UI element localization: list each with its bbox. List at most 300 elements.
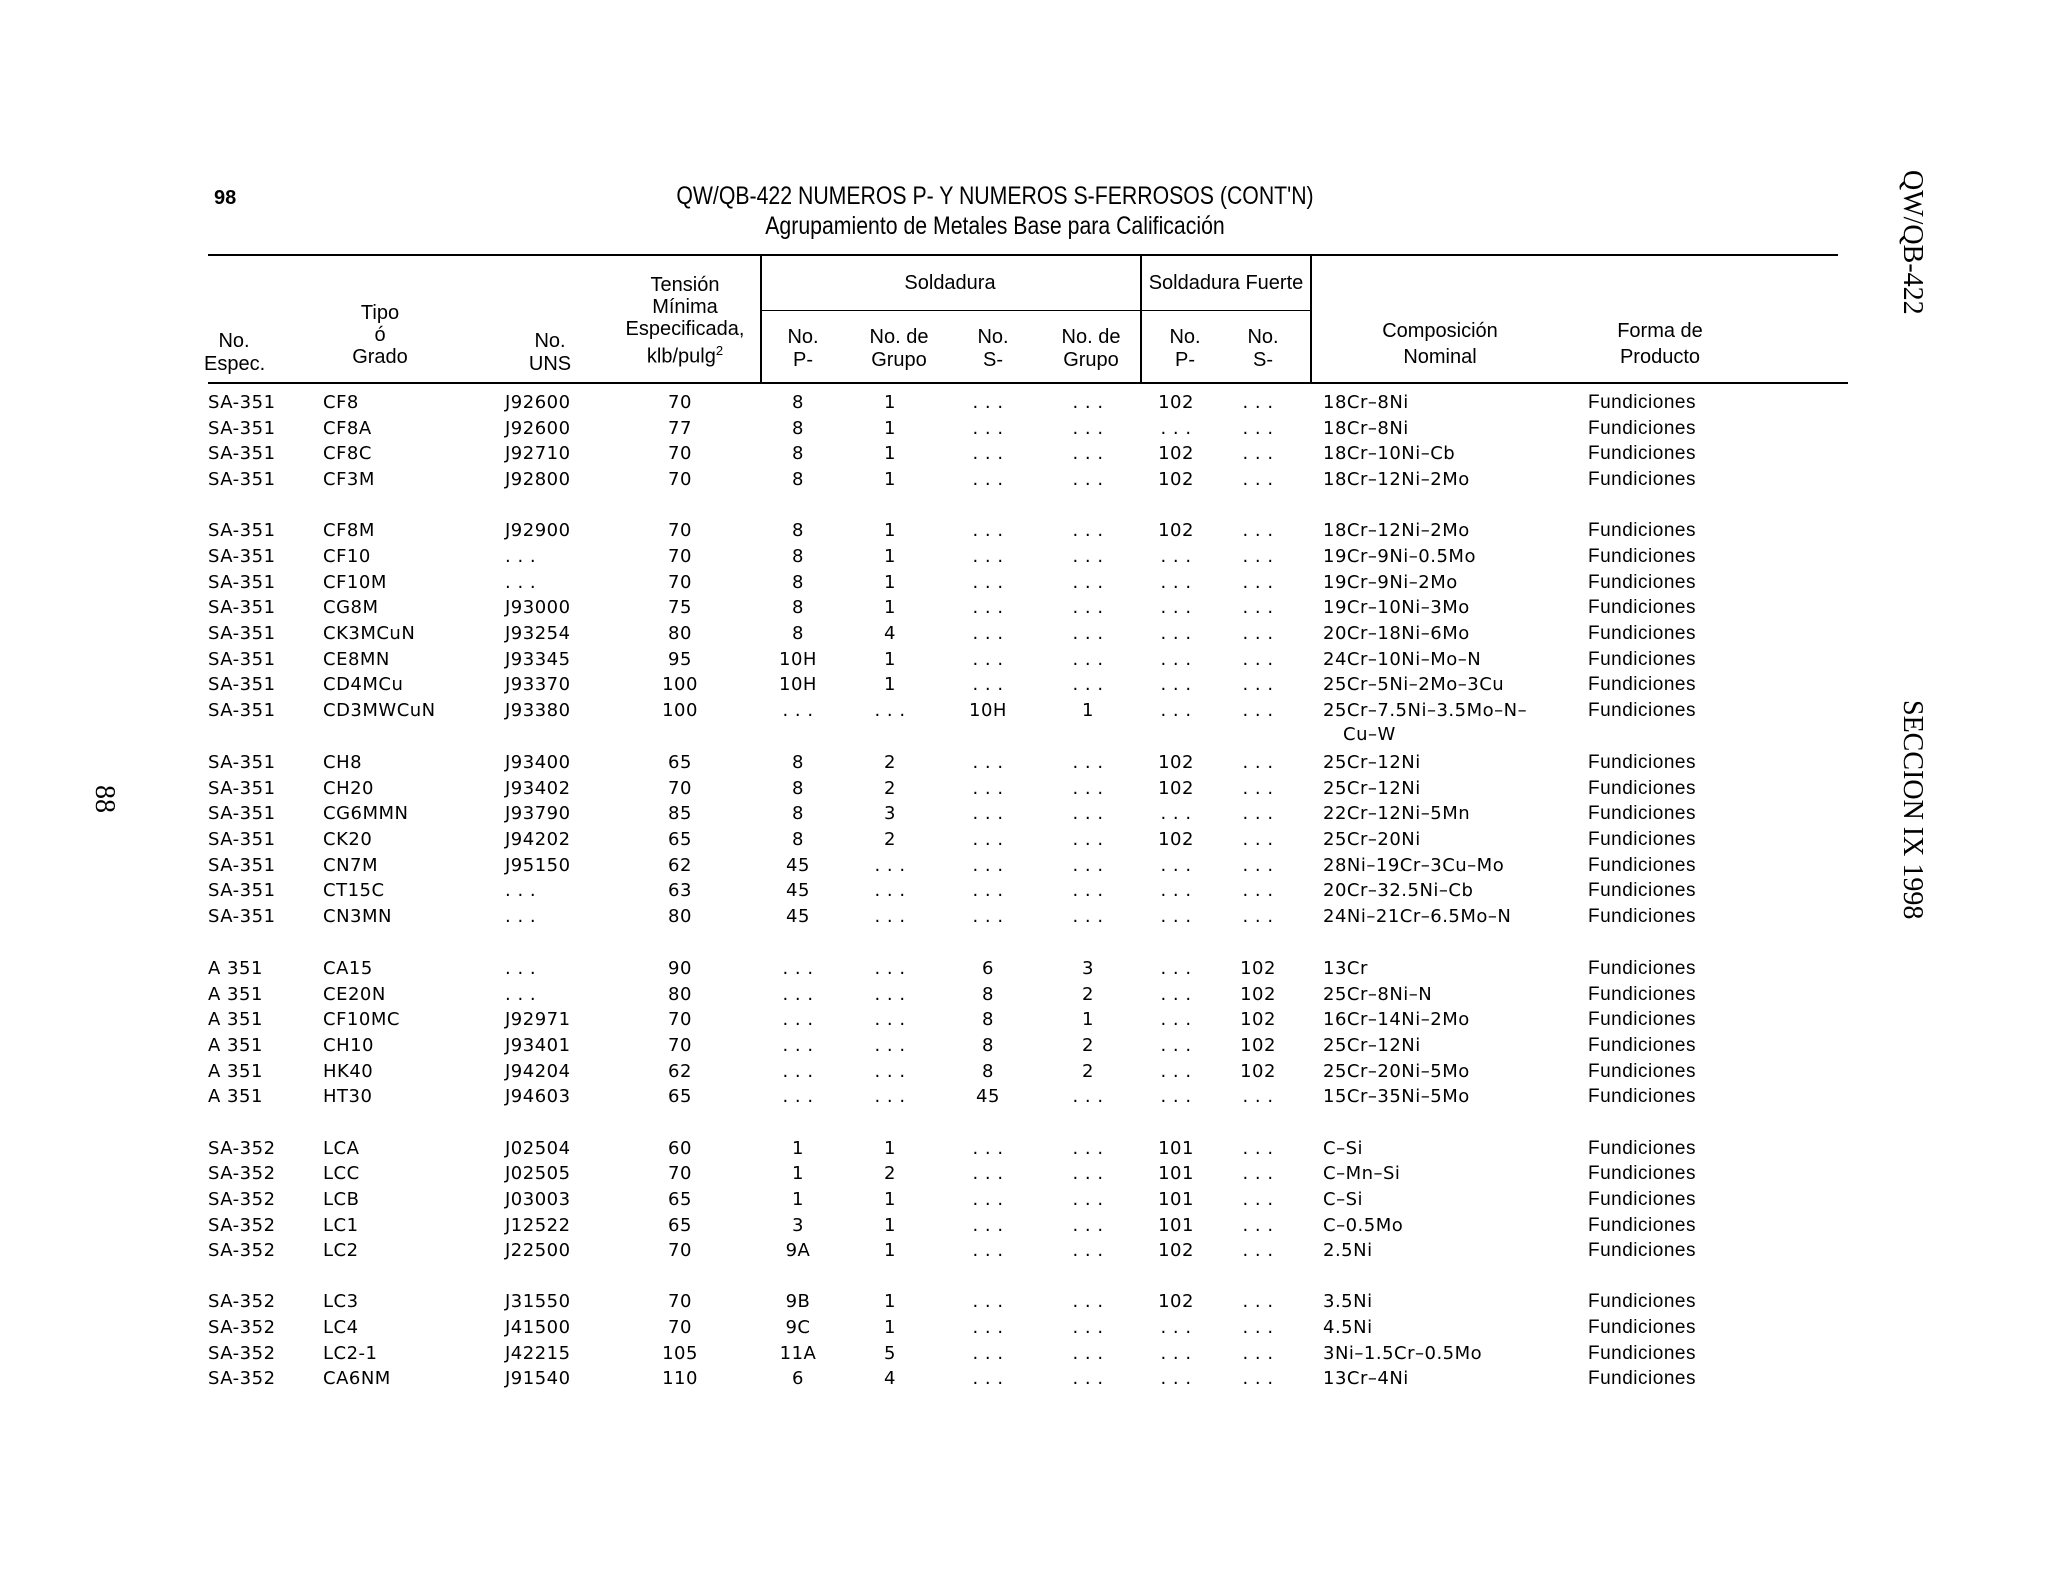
- s-group-cell: . . .: [1072, 829, 1104, 850]
- spec-cell: SA-352: [208, 1240, 276, 1261]
- grade-cell: CH8: [323, 752, 363, 773]
- tensile-cell: 62: [668, 1061, 692, 1082]
- grade-cell: LCC: [323, 1163, 360, 1184]
- composition-cell: 25Cr–7.5Ni–3.5Mo–N–: [1323, 700, 1528, 721]
- brazing-p-cell: . . .: [1160, 958, 1192, 979]
- brazing-p-cell: 101: [1158, 1138, 1194, 1159]
- brazing-s-cell: . . .: [1242, 674, 1274, 695]
- p-group-cell: 1: [884, 1240, 896, 1261]
- brazing-s-cell: . . .: [1242, 1215, 1274, 1236]
- s-group-cell: . . .: [1072, 803, 1104, 824]
- column-divider: [1310, 256, 1312, 382]
- uns-cell: J92600: [505, 418, 571, 439]
- tensile-cell: 70: [668, 1009, 692, 1030]
- spec-cell: SA-351: [208, 597, 276, 618]
- uns-cell: . . .: [505, 880, 537, 901]
- uns-cell: J02505: [505, 1163, 571, 1184]
- uns-cell: J95150: [505, 855, 571, 876]
- brazing-s-cell: . . .: [1242, 1317, 1274, 1338]
- composition-cell: 24Ni–21Cr–6.5Mo–N: [1323, 906, 1512, 927]
- s-number-cell: . . .: [972, 1240, 1004, 1261]
- tensile-cell: 75: [668, 597, 692, 618]
- p-group-cell: 1: [884, 674, 896, 695]
- s-number-cell: . . .: [972, 906, 1004, 927]
- s-number-cell: 8: [982, 1035, 994, 1056]
- p-group-cell: 1: [884, 392, 896, 413]
- s-number-cell: . . .: [972, 572, 1004, 593]
- brazing-s-cell: . . .: [1242, 520, 1274, 541]
- s-number-cell: . . .: [972, 880, 1004, 901]
- composition-cell: 28Ni–19Cr–3Cu–Mo: [1323, 855, 1505, 876]
- brazing-s-cell: . . .: [1242, 1163, 1274, 1184]
- p-number-cell: 8: [792, 803, 804, 824]
- s-number-cell: . . .: [972, 829, 1004, 850]
- grade-cell: HK40: [323, 1061, 374, 1082]
- brazing-p-cell: . . .: [1160, 597, 1192, 618]
- grade-cell: CF10MC: [323, 1009, 400, 1030]
- product-form-cell: Fundiciones: [1588, 1215, 1696, 1236]
- uns-cell: J93401: [505, 1035, 571, 1056]
- tensile-cell: 80: [668, 984, 692, 1005]
- brazing-p-cell: . . .: [1160, 1317, 1192, 1338]
- table-row: [0, 649, 2048, 673]
- uns-cell: . . .: [505, 906, 537, 927]
- p-number-cell: 8: [792, 418, 804, 439]
- s-group-cell: . . .: [1072, 1317, 1104, 1338]
- p-number-cell: 8: [792, 752, 804, 773]
- page-title: QW/QB-422 NUMEROS P- Y NUMEROS S-FERROSOS (CONT'N): [676, 182, 1314, 210]
- product-form-cell: Fundiciones: [1588, 1291, 1696, 1312]
- spec-cell: SA-351: [208, 418, 276, 439]
- s-group-cell: . . .: [1072, 1215, 1104, 1236]
- tensile-cell: 77: [668, 418, 692, 439]
- p-number-cell: 1: [792, 1163, 804, 1184]
- spec-cell: SA-351: [208, 520, 276, 541]
- product-form-cell: Fundiciones: [1588, 520, 1696, 541]
- product-form-cell: Fundiciones: [1588, 984, 1696, 1005]
- table-row: [0, 546, 2048, 570]
- product-form-cell: Fundiciones: [1588, 674, 1696, 695]
- s-group-cell: . . .: [1072, 1163, 1104, 1184]
- product-form-cell: Fundiciones: [1588, 880, 1696, 901]
- composition-cell: 4.5Ni: [1323, 1317, 1373, 1338]
- s-group-cell: . . .: [1072, 623, 1104, 644]
- product-form-cell: Fundiciones: [1588, 1009, 1696, 1030]
- uns-cell: J94603: [505, 1086, 571, 1107]
- s-number-cell: . . .: [972, 778, 1004, 799]
- p-number-cell: 10H: [779, 649, 817, 670]
- brazing-p-cell: 101: [1158, 1189, 1194, 1210]
- brazing-p-cell: . . .: [1160, 906, 1192, 927]
- s-group-cell: 2: [1082, 1061, 1094, 1082]
- spec-cell: SA-352: [208, 1368, 276, 1389]
- brazing-p-cell: . . .: [1160, 700, 1192, 721]
- p-number-cell: 1: [792, 1189, 804, 1210]
- s-number-cell: . . .: [972, 597, 1004, 618]
- spec-cell: SA-351: [208, 546, 276, 567]
- brazing-p-cell: 101: [1158, 1215, 1194, 1236]
- p-number-cell: 8: [792, 469, 804, 490]
- s-number-cell: . . .: [972, 546, 1004, 567]
- spec-cell: A 351: [208, 1009, 263, 1030]
- brazing-p-cell: . . .: [1160, 418, 1192, 439]
- brazing-p-cell: 102: [1158, 829, 1194, 850]
- spec-cell: SA-351: [208, 700, 276, 721]
- s-number-cell: . . .: [972, 1163, 1004, 1184]
- product-form-cell: Fundiciones: [1588, 1061, 1696, 1082]
- brazing-p-cell: 101: [1158, 1163, 1194, 1184]
- product-form-cell: Fundiciones: [1588, 649, 1696, 670]
- tensile-cell: 70: [668, 392, 692, 413]
- tensile-cell: 85: [668, 803, 692, 824]
- table-row: [0, 1009, 2048, 1033]
- brazing-s-cell: . . .: [1242, 829, 1274, 850]
- composition-cell: 25Cr–5Ni–2Mo–3Cu: [1323, 674, 1505, 695]
- page-subtitle: Agrupamiento de Metales Base para Calificación: [765, 212, 1225, 240]
- table-row: [0, 674, 2048, 698]
- p-number-cell: 8: [792, 546, 804, 567]
- grade-cell: LCB: [323, 1189, 360, 1210]
- p-number-cell: 45: [786, 880, 810, 901]
- p-group-cell: . . .: [874, 906, 906, 927]
- uns-cell: J12522: [505, 1215, 571, 1236]
- p-group-cell: . . .: [874, 1086, 906, 1107]
- table-row: [0, 469, 2048, 493]
- s-group-cell: . . .: [1072, 1138, 1104, 1159]
- spec-cell: SA-352: [208, 1138, 276, 1159]
- grade-cell: CE8MN: [323, 649, 390, 670]
- p-number-cell: 45: [786, 855, 810, 876]
- table-row: [0, 1163, 2048, 1187]
- grade-cell: LCA: [323, 1138, 360, 1159]
- s-number-cell: . . .: [972, 443, 1004, 464]
- grade-cell: CG8M: [323, 597, 379, 618]
- brazing-s-cell: . . .: [1242, 1343, 1274, 1364]
- composition-cell: 3Ni–1.5Cr–0.5Mo: [1323, 1343, 1483, 1364]
- s-group-cell: 3: [1082, 958, 1094, 979]
- product-form-cell: Fundiciones: [1588, 829, 1696, 850]
- s-group-cell: 1: [1082, 700, 1094, 721]
- grade-cell: CD4MCu: [323, 674, 404, 695]
- composition-cell-continuation: Cu–W: [1343, 724, 1396, 745]
- p-group-cell: 1: [884, 1138, 896, 1159]
- brazing-p-cell: 102: [1158, 469, 1194, 490]
- composition-cell: 3.5Ni: [1323, 1291, 1373, 1312]
- col-group-soldadura: Soldadura: [904, 272, 996, 294]
- uns-cell: J92600: [505, 392, 571, 413]
- tensile-cell: 70: [668, 1317, 692, 1338]
- p-group-cell: 4: [884, 623, 896, 644]
- s-group-cell: . . .: [1072, 1086, 1104, 1107]
- s-group-cell: . . .: [1072, 1240, 1104, 1261]
- page-number: 98: [214, 187, 237, 209]
- product-form-cell: Fundiciones: [1588, 906, 1696, 927]
- brazing-s-cell: 102: [1240, 1061, 1276, 1082]
- grade-cell: LC3: [323, 1291, 359, 1312]
- product-form-cell: Fundiciones: [1588, 469, 1696, 490]
- uns-cell: J93790: [505, 803, 571, 824]
- grade-cell: CF10: [323, 546, 371, 567]
- s-number-cell: . . .: [972, 1189, 1004, 1210]
- s-group-cell: . . .: [1072, 392, 1104, 413]
- p-group-cell: 1: [884, 1291, 896, 1312]
- brazing-p-cell: . . .: [1160, 1343, 1192, 1364]
- table-row: [0, 520, 2048, 544]
- spec-cell: SA-351: [208, 880, 276, 901]
- uns-cell: J93000: [505, 597, 571, 618]
- table-row: [0, 803, 2048, 827]
- table-top-rule: [208, 254, 1838, 256]
- table-row: [0, 880, 2048, 904]
- brazing-s-cell: 102: [1240, 1009, 1276, 1030]
- s-number-cell: 8: [982, 1009, 994, 1030]
- col-header-spec: No. Espec.: [204, 330, 266, 375]
- header-bottom-rule: [208, 382, 1848, 384]
- p-group-cell: . . .: [874, 1009, 906, 1030]
- composition-cell: 16Cr–14Ni–2Mo: [1323, 1009, 1470, 1030]
- table-row: [0, 1086, 2048, 1110]
- tensile-cell: 100: [662, 674, 698, 695]
- tensile-cell: 65: [668, 1215, 692, 1236]
- table-row: [0, 906, 2048, 930]
- brazing-p-cell: . . .: [1160, 1368, 1192, 1389]
- s-number-cell: . . .: [972, 1291, 1004, 1312]
- table-row: [0, 597, 2048, 621]
- col-header-p-group: No. de Grupo: [869, 326, 929, 371]
- uns-cell: . . .: [505, 546, 537, 567]
- tensile-cell: 62: [668, 855, 692, 876]
- spec-cell: A 351: [208, 984, 263, 1005]
- spec-cell: SA-351: [208, 778, 276, 799]
- grade-cell: CG6MMN: [323, 803, 409, 824]
- tensile-cell: 70: [668, 469, 692, 490]
- product-form-cell: Fundiciones: [1588, 623, 1696, 644]
- tensile-cell: 100: [662, 700, 698, 721]
- uns-cell: J91540: [505, 1368, 571, 1389]
- grade-cell: CN3MN: [323, 906, 392, 927]
- s-group-cell: . . .: [1072, 597, 1104, 618]
- s-group-cell: 1: [1082, 1009, 1094, 1030]
- brazing-s-cell: . . .: [1242, 1240, 1274, 1261]
- brazing-p-cell: . . .: [1160, 880, 1192, 901]
- spec-cell: SA-352: [208, 1343, 276, 1364]
- brazing-s-cell: 102: [1240, 958, 1276, 979]
- grade-cell: CK20: [323, 829, 373, 850]
- col-header-composition: Composición Nominal: [1382, 320, 1498, 368]
- tensile-cell: 65: [668, 752, 692, 773]
- s-number-cell: 8: [982, 984, 994, 1005]
- tensile-cell: 95: [668, 649, 692, 670]
- tensile-cell: 70: [668, 1163, 692, 1184]
- product-form-cell: Fundiciones: [1588, 855, 1696, 876]
- s-number-cell: 8: [982, 1061, 994, 1082]
- spec-cell: SA-351: [208, 392, 276, 413]
- table-row: [0, 392, 2048, 416]
- composition-cell: 15Cr–35Ni–5Mo: [1323, 1086, 1470, 1107]
- brazing-p-cell: . . .: [1160, 649, 1192, 670]
- tensile-cell: 65: [668, 1086, 692, 1107]
- composition-cell: 19Cr–9Ni–2Mo: [1323, 572, 1458, 593]
- p-group-cell: . . .: [874, 700, 906, 721]
- composition-cell: C–0.5Mo: [1323, 1215, 1404, 1236]
- grade-cell: CD3MWCuN: [323, 700, 436, 721]
- s-group-cell: . . .: [1072, 418, 1104, 439]
- tensile-cell: 70: [668, 546, 692, 567]
- p-group-cell: 1: [884, 1215, 896, 1236]
- p-group-cell: 5: [884, 1343, 896, 1364]
- grade-cell: CF3M: [323, 469, 375, 490]
- p-number-cell: 8: [792, 520, 804, 541]
- s-number-cell: . . .: [972, 418, 1004, 439]
- brazing-p-cell: 102: [1158, 1291, 1194, 1312]
- grade-cell: CT15C: [323, 880, 385, 901]
- p-number-cell: 3: [792, 1215, 804, 1236]
- composition-cell: C–Mn–Si: [1323, 1163, 1401, 1184]
- table-row: [0, 1035, 2048, 1059]
- grade-cell: CF8: [323, 392, 359, 413]
- composition-cell: C–Si: [1323, 1189, 1363, 1210]
- composition-cell: 20Cr–18Ni–6Mo: [1323, 623, 1470, 644]
- grade-cell: CF10M: [323, 572, 387, 593]
- s-number-cell: . . .: [972, 1368, 1004, 1389]
- p-number-cell: 9A: [785, 1240, 811, 1261]
- table-row: [0, 1189, 2048, 1213]
- s-group-cell: . . .: [1072, 469, 1104, 490]
- brazing-s-cell: . . .: [1242, 803, 1274, 824]
- s-number-cell: 45: [976, 1086, 1000, 1107]
- tensile-cell: 70: [668, 778, 692, 799]
- p-group-cell: 2: [884, 752, 896, 773]
- p-group-cell: 1: [884, 597, 896, 618]
- p-group-cell: 1: [884, 469, 896, 490]
- p-group-cell: 1: [884, 649, 896, 670]
- composition-cell: 20Cr–32.5Ni–Cb: [1323, 880, 1474, 901]
- table-row: [0, 1291, 2048, 1315]
- s-number-cell: . . .: [972, 392, 1004, 413]
- brazing-p-cell: . . .: [1160, 674, 1192, 695]
- brazing-s-cell: . . .: [1242, 1138, 1274, 1159]
- p-group-cell: 4: [884, 1368, 896, 1389]
- p-group-cell: 1: [884, 418, 896, 439]
- spec-cell: SA-351: [208, 469, 276, 490]
- p-number-cell: 45: [786, 906, 810, 927]
- grade-cell: CA15: [323, 958, 373, 979]
- tensile-cell: 70: [668, 1240, 692, 1261]
- uns-cell: J92800: [505, 469, 571, 490]
- s-group-cell: . . .: [1072, 546, 1104, 567]
- composition-cell: 18Cr–10Ni–Cb: [1323, 443, 1456, 464]
- col-header-product-form: Forma de Producto: [1617, 320, 1703, 368]
- product-form-cell: Fundiciones: [1588, 443, 1696, 464]
- product-form-cell: Fundiciones: [1588, 1086, 1696, 1107]
- composition-cell: 25Cr–20Ni–5Mo: [1323, 1061, 1470, 1082]
- spec-cell: SA-352: [208, 1291, 276, 1312]
- uns-cell: J92900: [505, 520, 571, 541]
- s-number-cell: . . .: [972, 649, 1004, 670]
- tensile-cell: 80: [668, 906, 692, 927]
- p-number-cell: . . .: [782, 958, 814, 979]
- group-header-rule: [760, 310, 1312, 311]
- s-number-cell: . . .: [972, 674, 1004, 695]
- product-form-cell: Fundiciones: [1588, 778, 1696, 799]
- grade-cell: CN7M: [323, 855, 379, 876]
- s-group-cell: . . .: [1072, 1291, 1104, 1312]
- s-number-cell: . . .: [972, 1343, 1004, 1364]
- uns-cell: J41500: [505, 1317, 571, 1338]
- brazing-p-cell: 102: [1158, 392, 1194, 413]
- brazing-p-cell: . . .: [1160, 572, 1192, 593]
- spec-cell: SA-352: [208, 1163, 276, 1184]
- p-group-cell: 1: [884, 1189, 896, 1210]
- p-group-cell: . . .: [874, 855, 906, 876]
- uns-cell: J92710: [505, 443, 571, 464]
- col-header-uns: No. UNS: [528, 330, 572, 375]
- composition-cell: 24Cr–10Ni–Mo–N: [1323, 649, 1482, 670]
- side-label-section: QW/QB-422: [1897, 170, 1928, 315]
- brazing-s-cell: . . .: [1242, 906, 1274, 927]
- p-number-cell: 10H: [779, 674, 817, 695]
- spec-cell: SA-351: [208, 803, 276, 824]
- s-number-cell: . . .: [972, 803, 1004, 824]
- tensile-cell: 70: [668, 1035, 692, 1056]
- product-form-cell: Fundiciones: [1588, 1035, 1696, 1056]
- tensile-cell: 70: [668, 572, 692, 593]
- p-number-cell: . . .: [782, 984, 814, 1005]
- table-row: [0, 443, 2048, 467]
- brazing-p-cell: 102: [1158, 752, 1194, 773]
- spec-cell: A 351: [208, 958, 263, 979]
- s-group-cell: . . .: [1072, 1189, 1104, 1210]
- grade-cell: CA6NM: [323, 1368, 391, 1389]
- col-header-tipo: Tipo ó Grado: [352, 302, 408, 368]
- composition-cell: 25Cr–8Ni–N: [1323, 984, 1433, 1005]
- p-number-cell: 9C: [785, 1317, 811, 1338]
- s-group-cell: . . .: [1072, 520, 1104, 541]
- tensile-cell: 80: [668, 623, 692, 644]
- product-form-cell: Fundiciones: [1588, 1343, 1696, 1364]
- brazing-p-cell: 102: [1158, 1240, 1194, 1261]
- product-form-cell: Fundiciones: [1588, 958, 1696, 979]
- composition-cell: 25Cr–12Ni: [1323, 1035, 1421, 1056]
- s-number-cell: . . .: [972, 469, 1004, 490]
- brazing-s-cell: . . .: [1242, 1189, 1274, 1210]
- brazing-s-cell: . . .: [1242, 855, 1274, 876]
- grade-cell: LC1: [323, 1215, 359, 1236]
- spec-cell: SA-351: [208, 752, 276, 773]
- s-number-cell: . . .: [972, 752, 1004, 773]
- grade-cell: CK3MCuN: [323, 623, 416, 644]
- grade-cell: CF8A: [323, 418, 372, 439]
- s-number-cell: . . .: [972, 855, 1004, 876]
- brazing-s-cell: . . .: [1242, 572, 1274, 593]
- p-group-cell: 1: [884, 520, 896, 541]
- table-row: [0, 778, 2048, 802]
- p-number-cell: . . .: [782, 1086, 814, 1107]
- product-form-cell: Fundiciones: [1588, 752, 1696, 773]
- composition-cell: 18Cr–12Ni–2Mo: [1323, 469, 1470, 490]
- p-group-cell: 2: [884, 778, 896, 799]
- s-group-cell: . . .: [1072, 778, 1104, 799]
- grade-cell: CH20: [323, 778, 375, 799]
- uns-cell: J94204: [505, 1061, 571, 1082]
- composition-cell: C–Si: [1323, 1138, 1363, 1159]
- p-group-cell: . . .: [874, 984, 906, 1005]
- s-group-cell: . . .: [1072, 906, 1104, 927]
- uns-cell: J42215: [505, 1343, 571, 1364]
- uns-cell: J92971: [505, 1009, 571, 1030]
- composition-cell: 25Cr–12Ni: [1323, 778, 1421, 799]
- grade-cell: CF8C: [323, 443, 372, 464]
